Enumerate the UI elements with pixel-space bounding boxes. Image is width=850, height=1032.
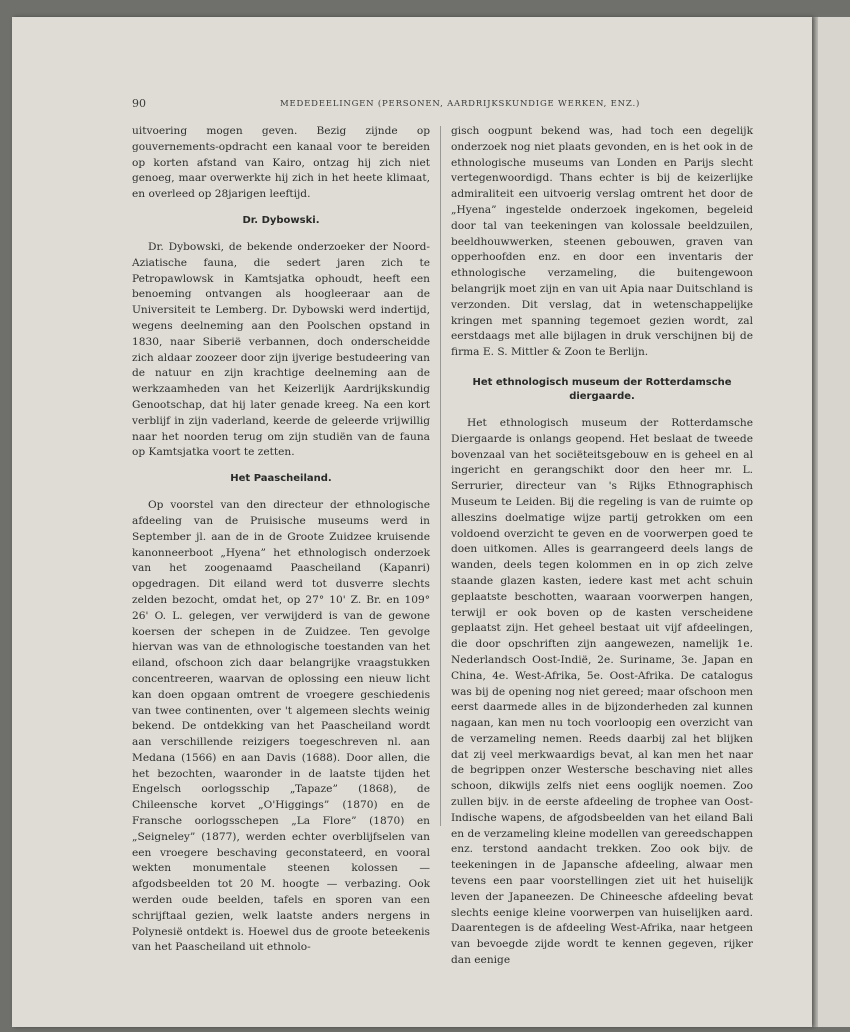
right-column — [451, 124, 753, 969]
paragraph-continued: gisch oogpunt bekend was, had toch een degelijk onderzoek nog niet plaats gevonden, en is het ook in de ethnologische museums van Londen en Parijs slecht vertegenwoordigd. Thans echter is bij de keizerlijke admiraliteit een uitvoerig verslag omtrent het door de „Hyena” ingestelde onderzoek ingekomen, begeleid door tal van teekeningen van kolossale beeldzuilen, beeldhouwwerken, steenen gebouwen, graven van opperhoofden enz. en door een inventaris der ethnologische verzameling, die buitengewoon belangrijk moet zijn en van uit Apia naar Duitschland is verzonden. Dit verslag, dat in wetenschappelijke kringen met spanning tegemoet gezien wordt, zal eerstdaags met alle bijlagen in druk verschijnen bij de firma E. S. Mittler & Zoon te Berlijn. — [451, 125, 753, 359]
heading-dybowski: Dr. Dybowski. — [242, 214, 320, 226]
running-header — [132, 98, 800, 112]
adjacent-page-edge — [818, 17, 850, 1027]
left-column — [132, 124, 430, 956]
paragraph-dybowski: Dr. Dybowski, de bekende onderzoeker der Noord-Aziatische fauna, die sedert jaren zich te Petropawlowsk in Kamtsjatka ophoudt, heeft een benoeming ontvangen als hoogleeraar aan de Universiteit te Lemberg. Dr. Dybowski werd indertijd, wegens deelneming aan den Poolschen opstand in 1830, naar Siberië verbannen, doch onderscheidde zich aldaar zoozeer door zijn ijverige bestudeering van de natuur en zijn krachtige deelneming aan de werkzaamheden van het Keizerlijk Aardrijkskundig Genootschap, dat hij later genade kreeg. Na een kort verblijf in zijn vaderland, keerde de geleerde vrijwillig naar het noorden terug om zijn studiën van de fauna op Kamtsjatka voort te zetten. — [132, 240, 430, 459]
column-divider — [440, 126, 441, 826]
heading-museum: Het ethnologisch museum der Rotterdamsche diergaarde. — [472, 376, 732, 402]
running-title: MEDEDEELINGEN (PERSONEN, AARDRIJKSKUNDIGE WERKEN, ENZ.) — [280, 99, 641, 109]
book-spine-shadow — [812, 17, 818, 1027]
heading-paascheiland: Het Paascheiland. — [230, 473, 332, 485]
paragraph-museum: Het ethnologisch museum der Rotterdamsche Diergaarde is onlangs geopend. Het beslaat de tweede bovenzaal van het sociëteitsgebouw en is geheel en al ingericht en gerangschikt door den heer mr. L. Serrurier, directeur van 's Rijks Ethnographisch Museum te Leiden. Bij die regeling is van de ruimte op alleszins doelmatige wijze partij getrokken om een voldoend overzicht te geven en de voorwerpen goed te doen uitkomen. Alles is gearrangeerd deels langs de wanden, deels tegen kolommen en in op zich zelve staande glazen kasten, iedere kast met acht schuin geplaatste beschotten, waaraan voorwerpen hangen, terwijl er ook boven op de kasten verscheidene geplaatst zijn. Het geheel bestaat uit vijf afdeelingen, die door opschriften zijn aangewezen, namelijk 1e. Nederlandsch Oost-Indië, 2e. Suriname, 3e. Japan en China, 4e. West-Afrika, 5e. Oost-Afrika. De catalogus was bij de opening nog niet gereed; maar ofschoon men eerst daarmede alles in de bijzonderheden zal kunnen nagaan, kan men nu toch voorloopig een overzicht van de verzameling nemen. Reeds daarbij zal het blijken dat zij veel merkwaardigs bevat, al kan men het naar de begrippen onzer Westersche beschaving niet alles schoon, dikwijls zelfs niet eens ooglijk noemen. Zoo zullen bijv. in de eerste afdeeling de trophee van Oost-Indische wapens, de afgodsbeelden van het eiland Bali en de verzameling kleine modellen van gereedschappen enz. terstond aandacht trekken. Zoo ook bijv. de teekeningen in de Japansche afdeeling, alwaar men tevens een paar voorstellingen ziet uit het huiselijk leven der Japaneezen. De Chineesche afdeeling bevat slechts eenige kleine voorwerpen van huiselijken aard. Daarentegen is de afdeeling West-Afrika, naar hetgeen van bevoegde zijde wordt te kennen gegeven, rijker dan eenige — [451, 416, 753, 967]
page-number: 90 — [132, 97, 146, 110]
paragraph-paascheiland: Op voorstel van den directeur der ethnologische afdeeling van de Pruisische museums werd in September jl. aan de in de Groote Zuidzee kruisende kanonneerboot „Hyena” het ethnologisch onderzoek van het zoogenaamd Paascheiland (Kapanri) opgedragen. Dit eiland werd tot dusverre slechts zelden bezocht, omdat het, op 27° 10' Z. Br. en 109° 26' O. L. gelegen, ver verwijderd is van de gewone koersen der schepen in de Zuidzee. Ten gevolge hiervan was van de ethnologische toestanden van het eiland, ofschoon zich daar belangrijke vraagstukken concentreeren, waarvan de oplossing een nieuw licht kan doen opgaan omtrent de vroegere geschiedenis van twee continenten, over 't algemeen slechts weinig bekend. De ontdekking van het Paascheiland wordt aan verschillende reizigers toegeschreven nl. aan Medana (1566) en aan Davis (1688). Door allen, die het bezochten, waaronder in de laatste tijden het Engelsch oorlogsschip „Tapaze” (1868), de Chileensche korvet „O'Higgings” (1870) en de Fransche oorlogsschepen „La Flore” (1870) en „Seigneley” (1877), werden echter overblijfselen van een vroegere beschaving geconstateerd, en vooral wekten monumentale steenen kolossen — afgodsbeelden tot 20 M. hoogte — verbazing. Ook werden oude beelden, tafels en sporen van een schrijftaal gezien, welk laatste anders nergens in Polynesië ontdekt is. Hoewel dus de groote beteekenis van het Paascheiland uit ethnolo- — [132, 499, 430, 954]
paragraph-intro: uitvoering mogen geven. Bezig zijnde op gouvernements-opdracht een kanaal voor te bereiden op korten afstand van Kairo, ontzag hij zich niet genoeg, maar overwerkte hij zich in het heete klimaat, en overleed op 28jarigen leeftijd. — [132, 125, 430, 201]
